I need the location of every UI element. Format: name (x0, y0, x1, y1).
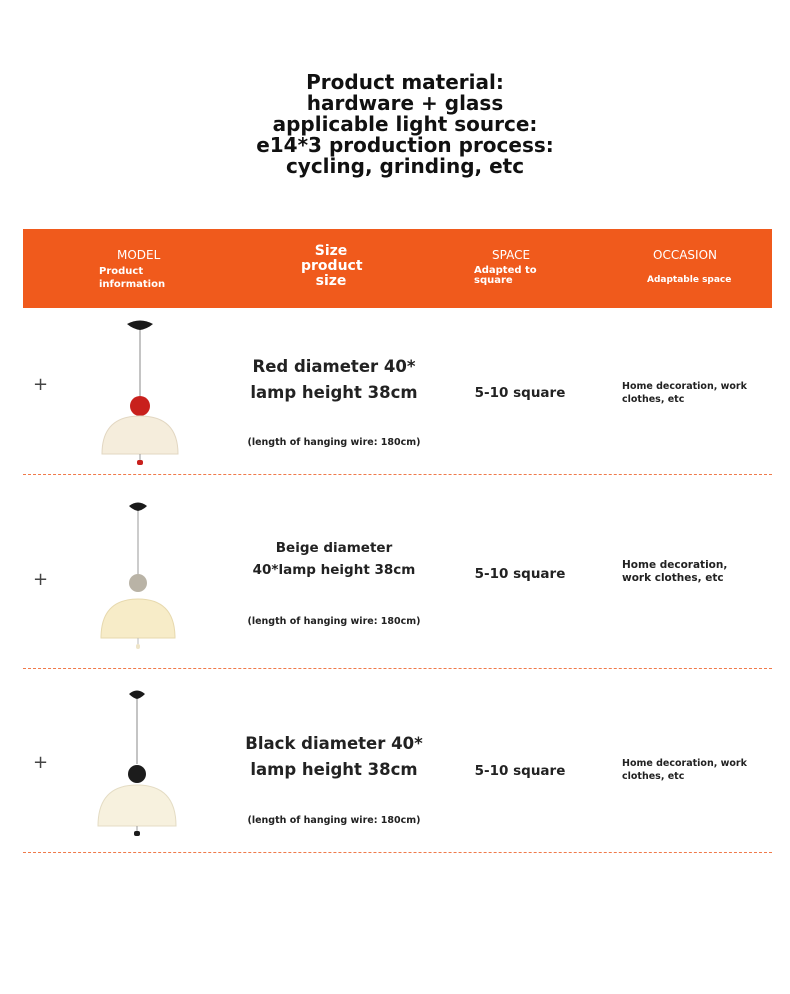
row-size-text: Red diameter 40* lamp height 38cm (250, 357, 418, 402)
row-space-text: 5-10 square (474, 763, 566, 779)
header-occasion-sub: Adaptable space (647, 275, 732, 285)
header-size-title: Size product size (301, 243, 363, 289)
row-wire-text: (length of hanging wire: 180cm) (247, 437, 421, 448)
row-occasion-text: Home decoration, work clothes, etc (622, 758, 747, 782)
header-space-sub: Adapted to square (474, 265, 537, 286)
lamp-ball (130, 396, 150, 416)
pendant-lamp-beige-icon (93, 500, 183, 650)
pendant-lamp-black-icon (92, 688, 182, 838)
header-model-title: MODEL (117, 248, 161, 262)
header-model-sub: Product information (99, 266, 166, 290)
expand-plus-icon[interactable]: + (33, 374, 49, 395)
lamp-ball (129, 574, 147, 592)
intro-line: cycling, grinding, etc (285, 154, 525, 178)
row-divider (23, 668, 772, 669)
intro-line: applicable light source: (272, 112, 538, 136)
row-wire-text: (length of hanging wire: 180cm) (247, 616, 421, 627)
row-size-text: Beige diameter 40*lamp height 38cm (252, 540, 416, 578)
header-space-title: SPACE (492, 248, 531, 262)
intro-line: Product material: (306, 70, 504, 94)
expand-plus-icon[interactable]: + (33, 569, 49, 590)
table-header (23, 229, 772, 308)
row-size-text: Black diameter 40* lamp height 38cm (245, 734, 423, 779)
pendant-lamp-red-icon (95, 318, 185, 468)
lamp-ball (128, 765, 146, 783)
row-space-text: 5-10 square (474, 385, 566, 401)
intro-line: hardware + glass (306, 91, 504, 115)
row-space-text: 5-10 square (474, 566, 566, 582)
expand-plus-icon[interactable]: + (33, 752, 49, 773)
row-divider (23, 474, 772, 475)
row-wire-text: (length of hanging wire: 180cm) (247, 815, 421, 826)
row-occasion-text: Home decoration, work clothes, etc (622, 559, 728, 584)
product-intro (0, 72, 790, 177)
header-occasion-title: OCCASION (653, 248, 717, 262)
row-occasion-text: Home decoration, work clothes, etc (622, 381, 747, 405)
intro-line: e14*3 production process: (256, 133, 554, 157)
row-divider (23, 852, 772, 853)
